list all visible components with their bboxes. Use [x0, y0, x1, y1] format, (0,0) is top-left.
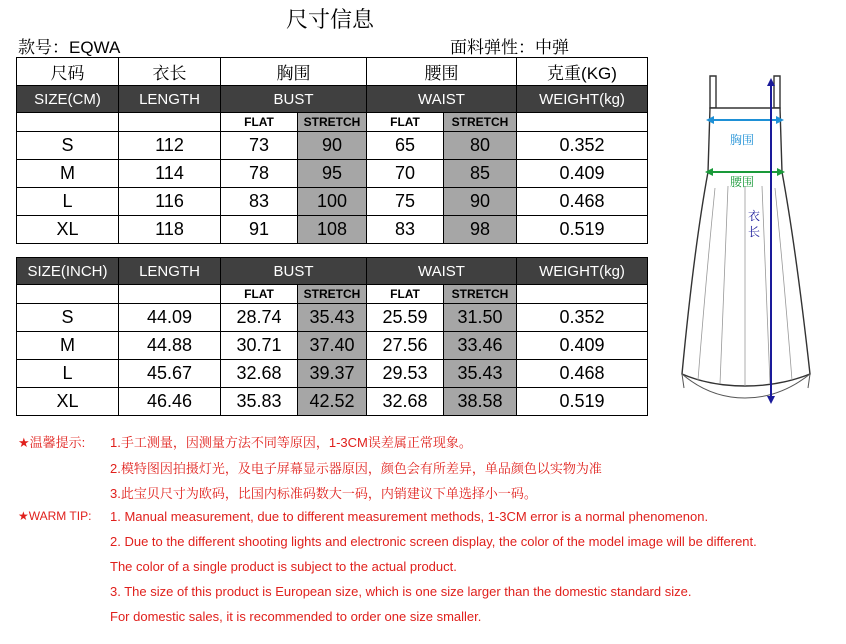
cell-waist-flat: 65: [367, 132, 444, 160]
cell-waist-stretch: 31.50: [444, 304, 517, 332]
table-row: [17, 216, 648, 244]
header-waist-en: WAIST: [367, 258, 517, 285]
bust-label: 胸围: [729, 133, 755, 147]
subheader-waist-stretch: STRETCH: [444, 285, 517, 304]
table-row: [17, 360, 648, 388]
cell-length: 112: [119, 132, 221, 160]
table-row: [17, 304, 648, 332]
cell-length: 116: [119, 188, 221, 216]
skirt: [682, 172, 810, 386]
subheader-row: [17, 285, 648, 304]
header-row-cn: [17, 58, 648, 86]
left-strap: [710, 76, 716, 108]
header-length-en: LENGTH: [119, 258, 221, 285]
header-size-en: SIZE(INCH): [17, 258, 119, 285]
header-weight-en: WEIGHT(kg): [517, 86, 648, 113]
cell-waist-flat: 25.59: [367, 304, 444, 332]
subheader-bust-stretch: STRETCH: [298, 285, 367, 304]
header-weight-cn: 克重(KG): [517, 58, 648, 86]
header-waist-cn: 腰围: [367, 58, 517, 86]
tip-en-1: 1. Manual measurement, due to different measurement methods, 1-3CM error is a normal phenomenon.: [110, 509, 709, 524]
cell-length: 44.88: [119, 332, 221, 360]
header-waist-en: WAIST: [367, 86, 517, 113]
table-row: [17, 160, 648, 188]
cell-waist-stretch: 80: [444, 132, 517, 160]
cell-weight: 0.352: [517, 304, 648, 332]
length-label-1: 衣: [747, 209, 761, 223]
waist-label: 腰围: [729, 175, 755, 189]
header-bust-en: BUST: [221, 258, 367, 285]
table-row: [17, 132, 648, 160]
cell-size: S: [17, 304, 119, 332]
table-row: [17, 188, 648, 216]
cell-bust-stretch: 39.37: [298, 360, 367, 388]
cell-weight: 0.519: [517, 216, 648, 244]
cell-weight: 0.468: [517, 360, 648, 388]
tip-label-en: ★WARM TIP:: [18, 509, 92, 523]
size-table-cm: [16, 57, 648, 244]
cell-length: 118: [119, 216, 221, 244]
cell-waist-stretch: 85: [444, 160, 517, 188]
cell-waist-stretch: 38.58: [444, 388, 517, 416]
header-weight-en: WEIGHT(kg): [517, 258, 648, 285]
cell-bust-stretch: 90: [298, 132, 367, 160]
cell-size: M: [17, 332, 119, 360]
subheader-bust-flat: FLAT: [221, 285, 298, 304]
table-row: [17, 332, 648, 360]
header-size-cn: 尺码: [17, 58, 119, 86]
tip-en-3: 3. The size of this product is European size, which is one size larger than the domestic standard size.: [110, 584, 692, 599]
cell-bust-stretch: 35.43: [298, 304, 367, 332]
cell-bust-flat: 73: [221, 132, 298, 160]
header-bust-cn: 胸围: [221, 58, 367, 86]
style-number: 款号：EQWA: [18, 38, 121, 57]
cell-size: XL: [17, 216, 119, 244]
cell-length: 114: [119, 160, 221, 188]
cell-weight: 0.352: [517, 132, 648, 160]
subheader-row: [17, 113, 648, 132]
cell-bust-flat: 30.71: [221, 332, 298, 360]
cell-weight: 0.468: [517, 188, 648, 216]
cell-weight: 0.409: [517, 160, 648, 188]
dress-measurement-diagram: [670, 68, 820, 410]
cell-size: M: [17, 160, 119, 188]
cell-bust-stretch: 100: [298, 188, 367, 216]
header-length-en: LENGTH: [119, 86, 221, 113]
cell-waist-flat: 70: [367, 160, 444, 188]
cell-waist-flat: 75: [367, 188, 444, 216]
tip-en-2b: The color of a single product is subject to the actual product.: [110, 559, 457, 574]
cell-waist-flat: 27.56: [367, 332, 444, 360]
size-table-inch: [16, 257, 648, 416]
header-bust-en: BUST: [221, 86, 367, 113]
tip-cn-2: 2.模特图因拍摄灯光，及电子屏幕显示器原因，颜色会有所差异，单品颜色以实物为准: [110, 461, 602, 476]
cell-bust-flat: 91: [221, 216, 298, 244]
cell-waist-flat: 83: [367, 216, 444, 244]
cell-weight: 0.519: [517, 388, 648, 416]
cell-size: L: [17, 360, 119, 388]
cell-length: 46.46: [119, 388, 221, 416]
cell-bust-stretch: 37.40: [298, 332, 367, 360]
tip-en-3b: For domestic sales, it is recommended to order one size smaller.: [110, 609, 482, 624]
cell-waist-stretch: 35.43: [444, 360, 517, 388]
tip-label-cn: ★温馨提示:: [18, 435, 86, 450]
fabric-elasticity: 面料弹性：中弹: [450, 38, 569, 57]
cell-bust-flat: 35.83: [221, 388, 298, 416]
subheader-empty: [517, 285, 648, 304]
cell-bust-flat: 32.68: [221, 360, 298, 388]
subheader-empty: [17, 285, 119, 304]
cell-bust-stretch: 42.52: [298, 388, 367, 416]
cell-waist-flat: 29.53: [367, 360, 444, 388]
cell-size: XL: [17, 388, 119, 416]
cell-waist-stretch: 33.46: [444, 332, 517, 360]
cell-length: 45.67: [119, 360, 221, 388]
cell-bust-flat: 78: [221, 160, 298, 188]
subheader-empty: [517, 113, 648, 132]
subheader-waist-stretch: STRETCH: [444, 113, 517, 132]
header-size-en: SIZE(CM): [17, 86, 119, 113]
cell-bust-stretch: 108: [298, 216, 367, 244]
subheader-bust-flat: FLAT: [221, 113, 298, 132]
cell-size: S: [17, 132, 119, 160]
tip-cn-1: 1.手工测量，因测量方法不同等原因，1-3CM误差属正常现象。: [110, 435, 472, 450]
cell-waist-stretch: 90: [444, 188, 517, 216]
cell-bust-flat: 28.74: [221, 304, 298, 332]
header-row-en: [17, 258, 648, 285]
tip-en-2: 2. Due to the different shooting lights and electronic screen display, the color of the model image will be different.: [110, 534, 757, 549]
subheader-waist-flat: FLAT: [367, 113, 444, 132]
subheader-empty: [119, 113, 221, 132]
cell-size: L: [17, 188, 119, 216]
right-strap: [774, 76, 780, 108]
subheader-empty: [17, 113, 119, 132]
cell-bust-flat: 83: [221, 188, 298, 216]
page-title: 尺寸信息: [285, 7, 374, 32]
subheader-waist-flat: FLAT: [367, 285, 444, 304]
length-label-2: 长: [747, 225, 761, 239]
cell-waist-stretch: 98: [444, 216, 517, 244]
cell-length: 44.09: [119, 304, 221, 332]
tip-cn-3: 3.此宝贝尺寸为欧码，比国内标准码数大一码，内销建议下单选择小一码。: [110, 486, 537, 501]
table-row: [17, 388, 648, 416]
cell-bust-stretch: 95: [298, 160, 367, 188]
subheader-bust-stretch: STRETCH: [298, 113, 367, 132]
cell-waist-flat: 32.68: [367, 388, 444, 416]
cell-weight: 0.409: [517, 332, 648, 360]
subheader-empty: [119, 285, 221, 304]
header-row-en: [17, 86, 648, 113]
header-length-cn: 衣长: [119, 58, 221, 86]
